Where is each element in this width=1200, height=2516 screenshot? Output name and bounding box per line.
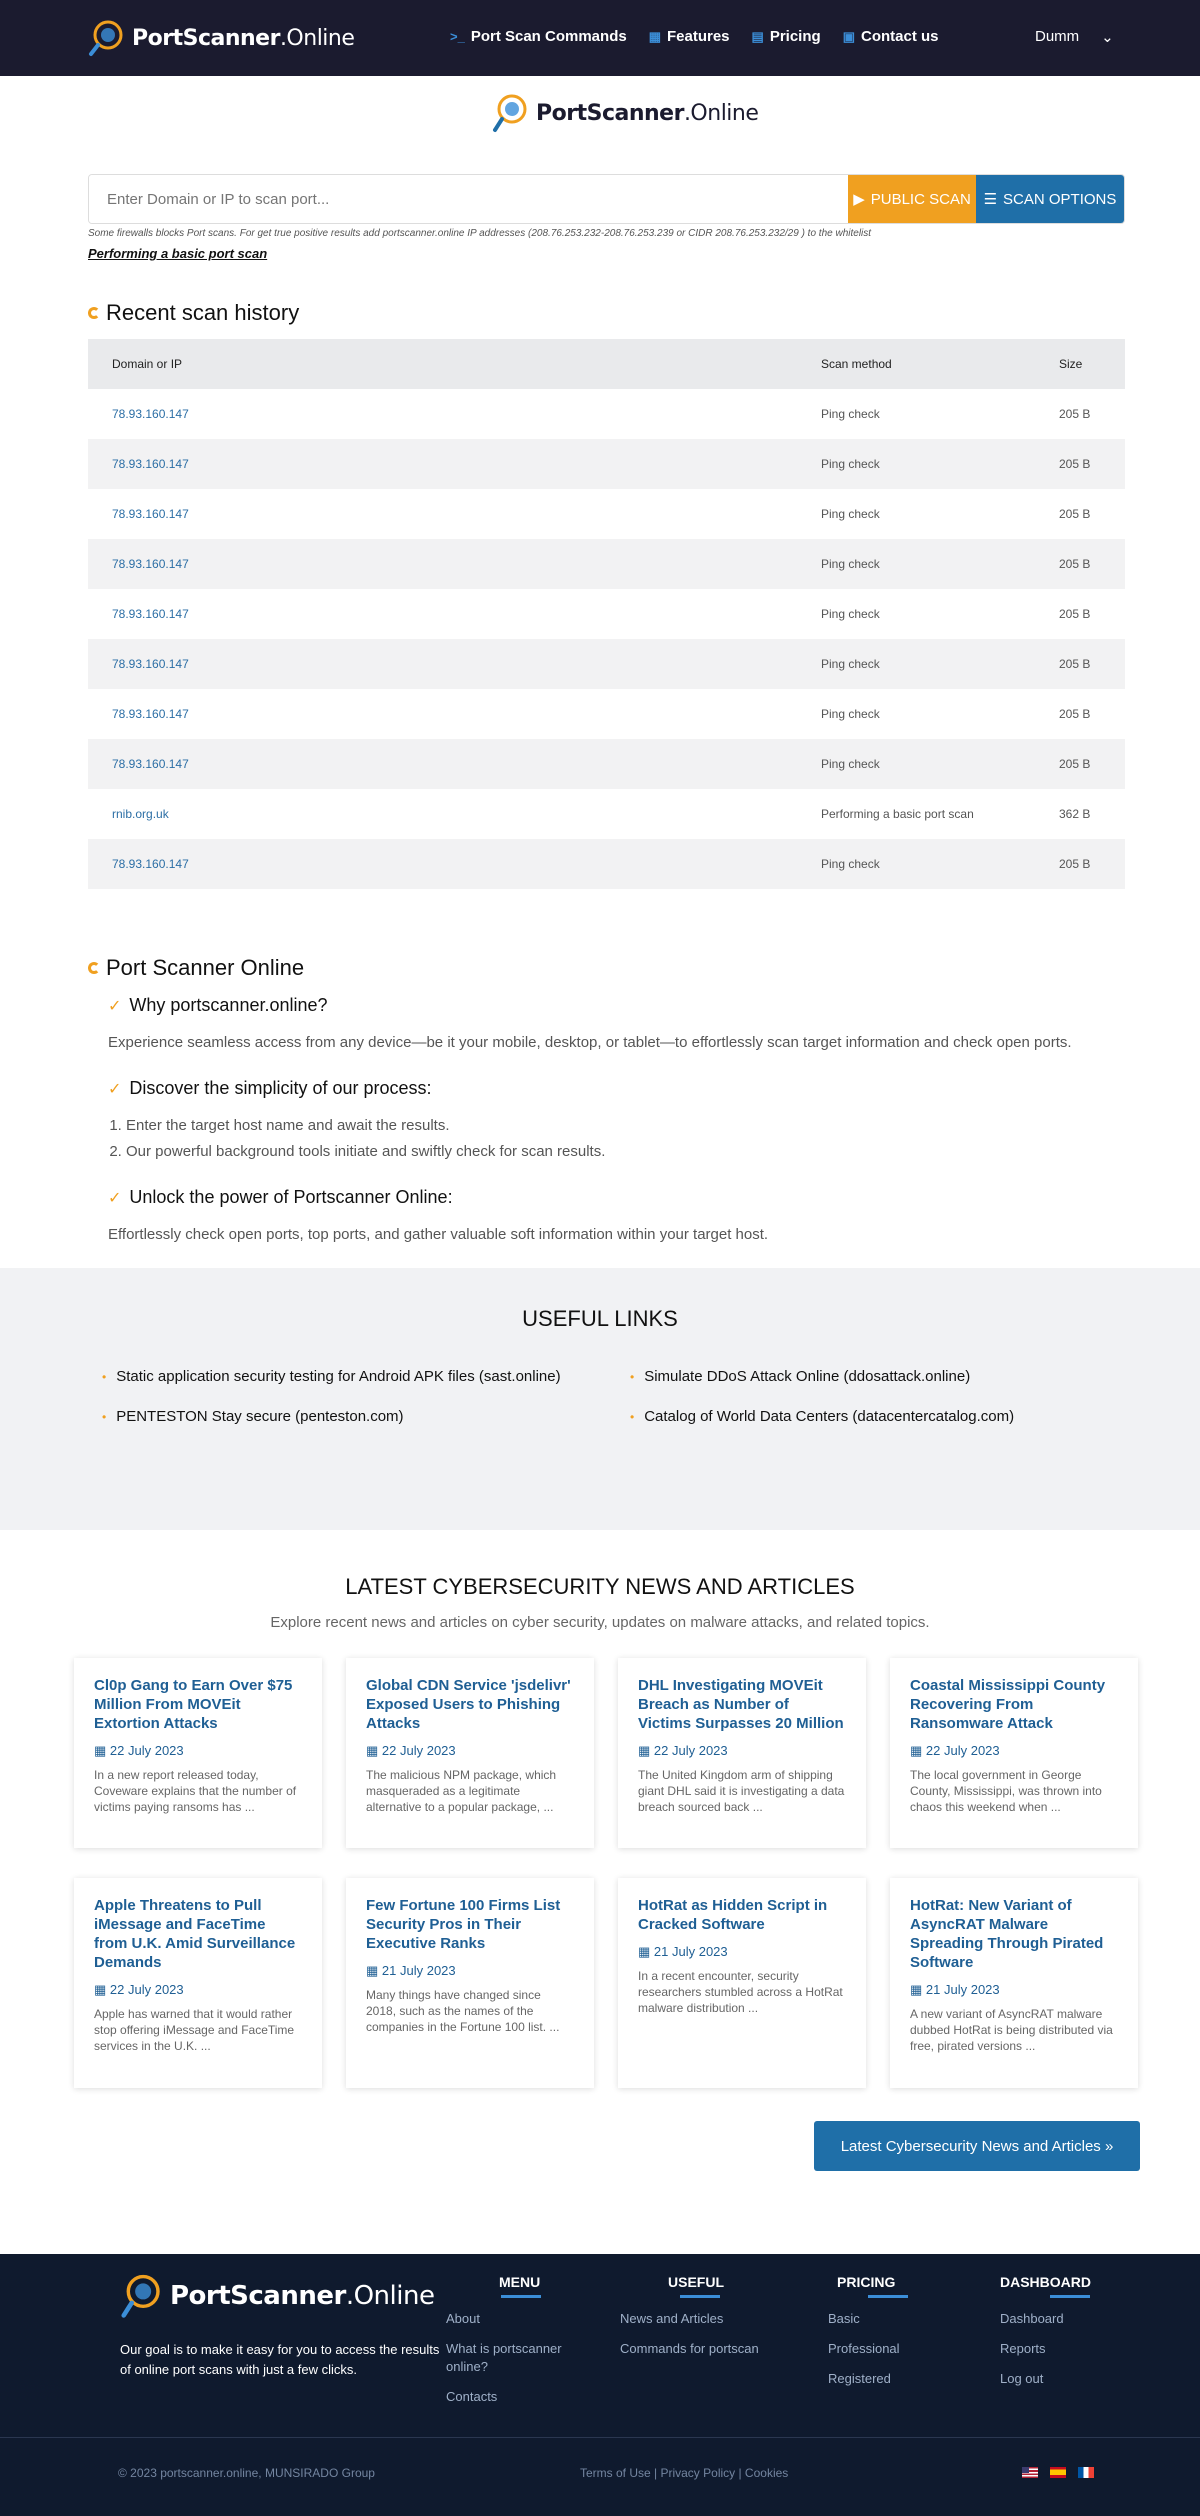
bullet-icon: • bbox=[102, 1409, 107, 1424]
news-card-title[interactable]: DHL Investigating MOVEit Breach as Number of Victims Surpasses 20 Million bbox=[638, 1677, 844, 1732]
news-card[interactable] bbox=[74, 1878, 322, 2088]
row-method: Ping check bbox=[797, 539, 1035, 589]
public-scan-button[interactable]: ▶ PUBLIC SCAN bbox=[848, 175, 976, 223]
bullet-icon: • bbox=[102, 1369, 107, 1384]
check-icon: ✓ bbox=[108, 997, 122, 1015]
news-card-excerpt: A new variant of AsyncRAT malware dubbed HotRat is being distributed via free, pirated versions ... bbox=[910, 2007, 1113, 2053]
calendar-icon: ▦ bbox=[910, 1982, 926, 1997]
news-card-excerpt: The local government in George County, Mississippi, was thrown into chaos this weekend when ... bbox=[910, 1768, 1102, 1814]
news-card[interactable] bbox=[74, 1658, 322, 1848]
row-method: Ping check bbox=[797, 739, 1035, 789]
domain-input[interactable] bbox=[89, 175, 848, 223]
row-method: Ping check bbox=[797, 839, 1035, 889]
table-row bbox=[88, 739, 1125, 789]
useful-link[interactable]: • Simulate DDoS Attack Online (ddosattack.online) bbox=[630, 1368, 971, 1385]
terminal-icon: >_ bbox=[450, 29, 465, 44]
row-domain[interactable]: 78.93.160.147 bbox=[88, 539, 797, 589]
chevron-down-icon: ⌄ bbox=[1101, 29, 1114, 46]
table-row bbox=[88, 689, 1125, 739]
history-title: Recent scan history bbox=[88, 300, 299, 326]
footer-col-title: PRICING bbox=[828, 2274, 948, 2298]
footer-col-title: USEFUL bbox=[620, 2274, 780, 2298]
table-row bbox=[88, 639, 1125, 689]
bullet-icon: • bbox=[630, 1369, 635, 1384]
news-title: LATEST CYBERSECURITY NEWS AND ARTICLES bbox=[345, 1574, 855, 1599]
news-card[interactable] bbox=[618, 1658, 866, 1848]
footer-col-pricing bbox=[828, 2274, 948, 2388]
nav-contact-us[interactable]: ▣ Contact us bbox=[842, 28, 939, 45]
step-item: 1. Enter the target host name and await the results. bbox=[126, 1113, 1108, 1139]
calendar-icon: ▦ bbox=[94, 1982, 110, 1997]
news-card-excerpt: Apple has warned that it would rather stop offering iMessage and FaceTime services in the U.K. ... bbox=[94, 2007, 295, 2053]
more-news-button[interactable]: Latest Cybersecurity News and Articles » bbox=[814, 2121, 1140, 2171]
calendar-icon: ▦ bbox=[94, 1743, 110, 1758]
useful-title: USEFUL LINKS bbox=[522, 1306, 678, 1331]
user-menu[interactable] bbox=[1035, 28, 1114, 46]
footer-col-title: DASHBOARD bbox=[1000, 2274, 1140, 2298]
col-domain: Domain or IP bbox=[88, 339, 797, 389]
section-icon bbox=[88, 307, 100, 319]
row-domain[interactable]: 78.93.160.147 bbox=[112, 407, 189, 421]
news-card-excerpt: The United Kingdom arm of shipping giant DHL said it is investigating a data breach sourced back ... bbox=[638, 1768, 845, 1814]
news-card-title[interactable]: HotRat as Hidden Script in Cracked Software bbox=[638, 1897, 828, 1933]
power-text: Effortlessly check open ports, top ports, and gather valuable soft information within your target host. bbox=[108, 1226, 769, 1243]
news-card-date: ▦ 21 July 2023 bbox=[366, 1963, 456, 1978]
row-method: Ping check bbox=[821, 607, 880, 621]
footer-link[interactable]: Reports bbox=[1000, 2341, 1046, 2356]
bullet-icon: • bbox=[630, 1409, 635, 1424]
footer bbox=[0, 2254, 1200, 2516]
about-title: Port Scanner Online bbox=[88, 955, 304, 981]
footer-link[interactable]: Registered bbox=[828, 2371, 891, 2386]
calendar-icon: ▦ bbox=[910, 1743, 926, 1758]
news-card-date: ▦ 22 July 2023 bbox=[366, 1743, 456, 1758]
row-method: Ping check bbox=[821, 507, 880, 521]
footer-link[interactable]: Basic bbox=[828, 2311, 860, 2326]
footer-col-dashboard bbox=[1000, 2274, 1140, 2388]
nav-port-scan-commands[interactable]: >_ Port Scan Commands bbox=[450, 28, 627, 45]
footer-col-menu bbox=[446, 2274, 596, 2406]
row-method: Performing a basic port scan bbox=[821, 807, 974, 821]
news-card-title[interactable]: Few Fortune 100 Firms List Security Pros in Their Executive Ranks bbox=[366, 1897, 561, 1952]
row-domain[interactable]: 78.93.160.147 bbox=[112, 707, 189, 721]
row-size: 205 B bbox=[1035, 639, 1125, 689]
row-size: 205 B bbox=[1035, 539, 1125, 589]
footer-divider bbox=[0, 2437, 1200, 2438]
news-card-date: ▦ 22 July 2023 bbox=[910, 1743, 1000, 1758]
news-card-excerpt: Many things have changed since 2018, such as the names of the companies in the Fortune 100 list. ... bbox=[366, 1988, 560, 2034]
calendar-icon: ▦ bbox=[366, 1743, 382, 1758]
row-method: Ping check bbox=[821, 707, 880, 721]
footer-link[interactable]: Professional bbox=[828, 2341, 900, 2356]
news-card-excerpt: In a recent encounter, security researchers stumbled across a HotRat malware distribution ... bbox=[638, 1969, 843, 2015]
news-card-excerpt: In a new report released today, Coveware explains that the number of victims paying ransoms has ... bbox=[94, 1768, 297, 1814]
calendar-icon: ▦ bbox=[638, 1743, 654, 1758]
legal-links[interactable]: Terms of Use | Privacy Policy | Cookies bbox=[580, 2466, 789, 2480]
table-row bbox=[88, 589, 1125, 639]
row-size: 362 B bbox=[1059, 807, 1091, 821]
row-method: Ping check bbox=[797, 439, 1035, 489]
logo-icon bbox=[492, 92, 530, 134]
logo-icon bbox=[88, 18, 126, 58]
row-size: 205 B bbox=[1035, 839, 1125, 889]
news-card[interactable] bbox=[346, 1878, 594, 2088]
about-section bbox=[108, 995, 1108, 1270]
news-card-date: ▦ 22 July 2023 bbox=[94, 1982, 184, 1997]
footer-link[interactable]: News and Articles bbox=[620, 2311, 724, 2326]
news-card-title[interactable]: HotRat: New Variant of AsyncRAT Malware Spreading Through Pirated Software bbox=[910, 1897, 1104, 1971]
news-card-title[interactable]: Cl0p Gang to Earn Over $75 Million From MOVEit Extortion Attacks bbox=[94, 1677, 293, 1732]
row-domain[interactable]: 78.93.160.147 bbox=[88, 639, 797, 689]
why-text: Experience seamless access from any device—be it your mobile, desktop, or tablet—to effortlessly scan target information and check open ports. bbox=[108, 1034, 1072, 1051]
table-row bbox=[88, 489, 1125, 539]
row-size: 205 B bbox=[1035, 439, 1125, 489]
news-subtitle: Explore recent news and articles on cyber security, updates on malware attacks, and related topics. bbox=[270, 1614, 930, 1631]
calendar-icon: ▦ bbox=[366, 1963, 382, 1978]
why-heading: ✓ Why portscanner.online? bbox=[108, 995, 328, 1015]
footer-link[interactable]: Contacts bbox=[446, 2389, 498, 2404]
useful-link[interactable]: • Catalog of World Data Centers (datacentercatalog.com) bbox=[630, 1408, 1015, 1425]
scan-options-button[interactable]: ☰ SCAN OPTIONS bbox=[976, 175, 1124, 223]
table-row bbox=[88, 839, 1125, 889]
calendar-icon: ▦ bbox=[638, 1944, 654, 1959]
step-item: 2. Our powerful background tools initiate and swiftly check for scan results. bbox=[126, 1139, 1108, 1165]
row-size: 205 B bbox=[1059, 607, 1091, 621]
process-steps bbox=[126, 1113, 1108, 1165]
features-icon: ▦ bbox=[648, 28, 661, 44]
row-domain[interactable]: 78.93.160.147 bbox=[88, 439, 797, 489]
footer-col-useful bbox=[620, 2274, 780, 2358]
copyright: © 2023 portscanner.online, MUNSIRADO Group bbox=[118, 2466, 375, 2480]
check-icon: ✓ bbox=[108, 1189, 122, 1207]
row-size: 205 B bbox=[1059, 407, 1091, 421]
row-domain[interactable]: 78.93.160.147 bbox=[88, 839, 797, 889]
row-method: Ping check bbox=[797, 639, 1035, 689]
news-card[interactable] bbox=[890, 1878, 1138, 2088]
whitelist-note: Some firewalls blocks Port scans. For get true positive results add portscanner.online IP addresses (208.76.253.232-208.76.253.239 or CIDR 208.76.253.232/29 ) to the whitelist bbox=[88, 228, 872, 239]
footer-link[interactable]: What is portscanner online? bbox=[446, 2341, 562, 2374]
main-nav bbox=[450, 28, 939, 45]
news-card-date: ▦ 21 July 2023 bbox=[910, 1982, 1000, 1997]
row-domain[interactable]: 78.93.160.147 bbox=[112, 607, 189, 621]
check-icon: ✓ bbox=[108, 1080, 122, 1098]
row-method: Ping check bbox=[821, 407, 880, 421]
footer-about: Our goal is to make it easy for you to access the results of online port scans with just a few clicks. bbox=[120, 2342, 440, 2377]
footer-link[interactable]: Commands for portscan bbox=[620, 2341, 759, 2356]
brand-suffix: .Online bbox=[279, 25, 355, 51]
footer-col-title: MENU bbox=[446, 2274, 596, 2298]
table-row bbox=[88, 539, 1125, 589]
hero-logo: PortScanner.Online bbox=[492, 92, 758, 134]
news-card-date: ▦ 22 July 2023 bbox=[638, 1743, 728, 1758]
news-card[interactable] bbox=[618, 1878, 866, 2088]
col-size: Size bbox=[1035, 339, 1125, 389]
news-card-date: ▦ 21 July 2023 bbox=[638, 1944, 728, 1959]
contact-icon: ▣ bbox=[842, 28, 855, 44]
language-switcher bbox=[1022, 2467, 1094, 2478]
logo-icon bbox=[120, 2272, 164, 2320]
play-icon: ▶ bbox=[853, 191, 865, 208]
news-card-title[interactable]: Global CDN Service 'jsdelivr' Exposed Users to Phishing Attacks bbox=[366, 1677, 571, 1732]
row-size: 205 B bbox=[1035, 739, 1125, 789]
news-card-title[interactable]: Coastal Mississippi County Recovering From Ransomware Attack bbox=[910, 1677, 1106, 1732]
col-method: Scan method bbox=[797, 339, 1035, 389]
news-card-excerpt: The malicious NPM package, which masqueraded as a legitimate alternative to a popular package, ... bbox=[366, 1768, 557, 1814]
row-domain[interactable]: rnib.org.uk bbox=[112, 807, 169, 821]
power-heading: ✓ Unlock the power of Portscanner Online: bbox=[108, 1187, 453, 1207]
news-card[interactable] bbox=[890, 1658, 1138, 1848]
footer-link[interactable]: Log out bbox=[1000, 2371, 1044, 2386]
useful-link[interactable]: • Static application security testing for Android APK files (sast.online) bbox=[102, 1368, 561, 1385]
scan-form bbox=[88, 174, 1125, 224]
brand-logo[interactable] bbox=[88, 18, 354, 58]
table-row bbox=[88, 389, 1125, 439]
us-flag-icon[interactable] bbox=[1022, 2467, 1038, 2478]
news-card-title[interactable]: Apple Threatens to Pull iMessage and FaceTime from U.K. Amid Surveillance Demands bbox=[94, 1897, 296, 1971]
row-domain[interactable]: 78.93.160.147 bbox=[112, 507, 189, 521]
basic-scan-link[interactable]: Performing a basic port scan bbox=[88, 246, 268, 261]
es-flag-icon[interactable] bbox=[1050, 2467, 1066, 2478]
footer-logo[interactable]: PortScanner.Online bbox=[120, 2272, 434, 2320]
history-table bbox=[88, 339, 1125, 889]
footer-link[interactable]: Dashboard bbox=[1000, 2311, 1064, 2326]
section-icon bbox=[88, 962, 100, 974]
user-name: Dumm bbox=[1035, 28, 1080, 45]
table-row bbox=[88, 789, 1125, 839]
useful-link[interactable]: • PENTESTON Stay secure (penteston.com) bbox=[102, 1408, 404, 1425]
news-card[interactable] bbox=[346, 1658, 594, 1848]
process-heading: ✓ Discover the simplicity of our process: bbox=[108, 1078, 432, 1098]
table-row bbox=[88, 439, 1125, 489]
document-icon: ▤ bbox=[751, 28, 764, 44]
useful-links-section bbox=[0, 1268, 1200, 1530]
footer-link[interactable]: About bbox=[446, 2311, 480, 2326]
top-navbar bbox=[0, 0, 1200, 76]
row-size: 205 B bbox=[1059, 507, 1091, 521]
row-domain[interactable]: 78.93.160.147 bbox=[88, 739, 797, 789]
nav-pricing[interactable]: ▤ Pricing bbox=[751, 28, 821, 45]
news-card-date: ▦ 22 July 2023 bbox=[94, 1743, 184, 1758]
nav-features[interactable]: ▦ Features bbox=[648, 28, 730, 45]
fr-flag-icon[interactable] bbox=[1078, 2467, 1094, 2478]
brand-name: PortScanner bbox=[132, 25, 280, 51]
row-size: 205 B bbox=[1059, 707, 1091, 721]
sliders-icon: ☰ bbox=[983, 191, 998, 208]
